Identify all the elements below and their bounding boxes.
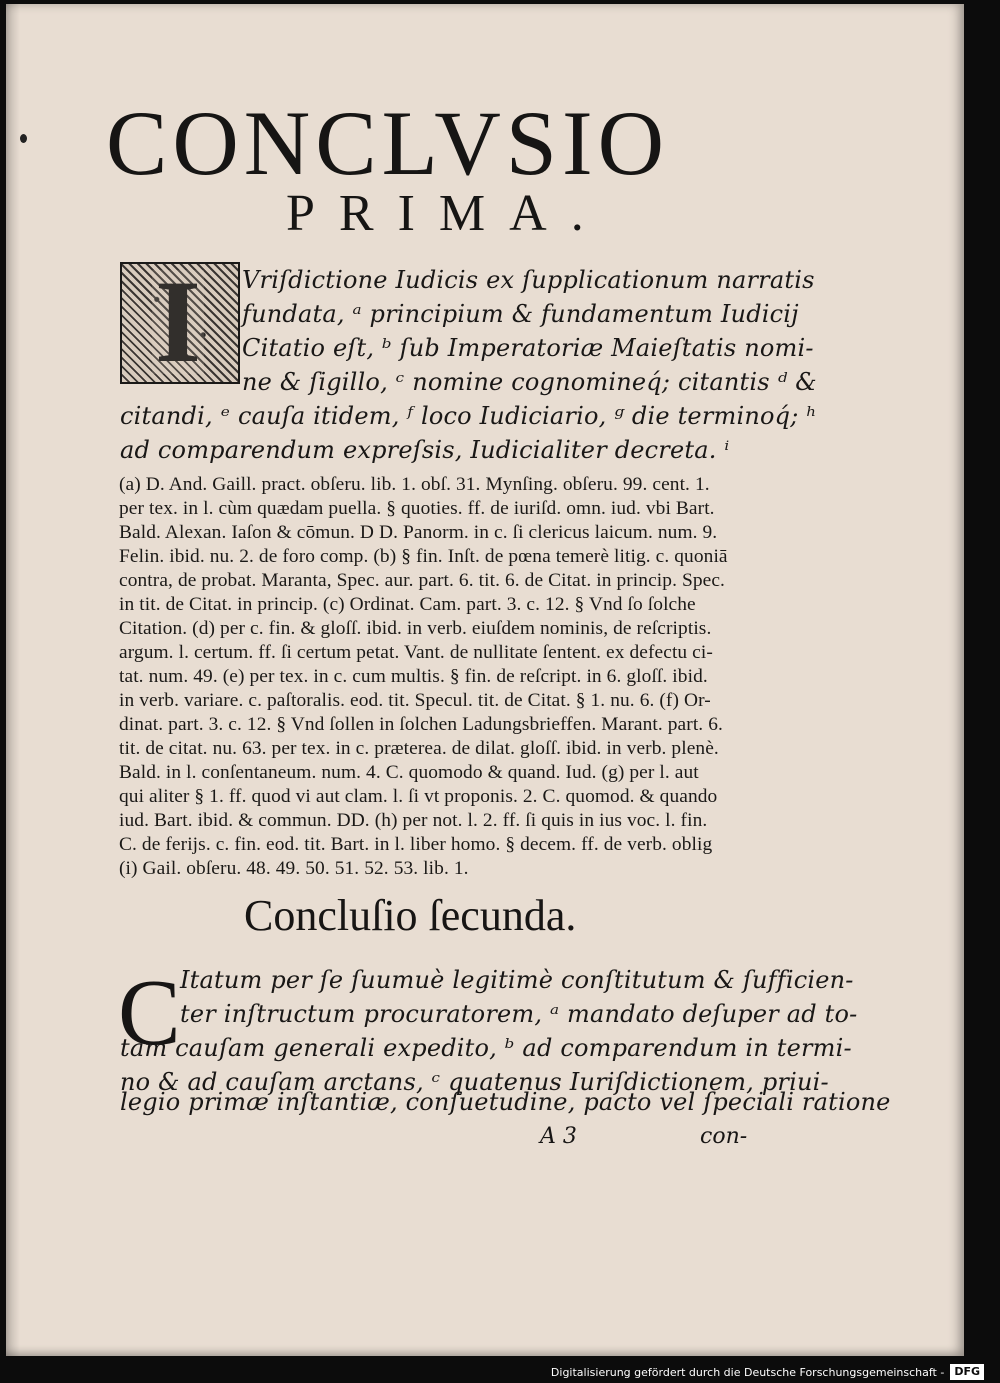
conclusion-1-line: citandi, ᵉ cauſa itidem, ᶠ loco Iudiciario, ᵍ die terminoq́; ʰ <box>120 402 817 430</box>
conclusion-2-line: ter inſtructum procuratorem, ᵃ mandato deſuper ad to- <box>180 1000 858 1028</box>
conclusion-2-line: no & ad cauſam arctans, ᶜ quatenus Iuriſdictionem, priui- <box>120 1068 829 1096</box>
conclusion-2-line: legio primæ inſtantiæ, conſuetudine, pacto vel ſpeciali ratione <box>120 1088 891 1116</box>
footnote-line: argum. l. certum. ff. ſi certum petat. Vant. de nullitate ſentent. ex defectu ci- <box>119 642 713 663</box>
ornamental-initial <box>120 256 240 387</box>
conclusion-1-line: ne & ſigillo, ᶜ nomine cognomineq́; citantis ᵈ & <box>242 368 817 396</box>
footnote-line: qui aliter § 1. ff. quod vi aut clam. l. ſi vt proponis. 2. C. quomod. & quando <box>119 786 718 807</box>
footnote-line: dinat. part. 3. c. 12. § Vnd ſollen in ſolchen Ladungsbrieffen. Marant. part. 6. <box>119 714 723 735</box>
footnote-line: per tex. in l. cùm quædam puella. § quoties. ff. de iuriſd. omn. iud. vbi Bart. <box>119 498 715 519</box>
footer-credit: Digitalisierung gefördert durch die Deutsche Forschungsgemeinschaft - <box>550 1365 945 1379</box>
footnote-line: tat. num. 49. (e) per tex. in c. cum multis. § fin. de reſcript. in 6. gloſſ. ibid. <box>119 666 708 687</box>
footnote-line: (a) D. And. Gaill. pract. obſeru. lib. 1. obſ. 31. Mynſing. obſeru. 99. cent. 1. <box>119 474 710 495</box>
conclusion-2-initial: C <box>118 961 181 1065</box>
conclusion-2-line: tam cauſam generali expedito, ᵇ ad comparendum in termi- <box>120 1034 852 1062</box>
footnote-line: Bald. in l. conſentaneum. num. 4. C. quomodo & quand. Iud. (g) per l. aut <box>119 762 699 783</box>
footer-bar <box>0 1361 1000 1383</box>
ink-spot <box>20 134 27 143</box>
signature-mark: A 3 <box>540 1124 577 1149</box>
conclusion-2-line: Itatum per ſe ſuumuè legitimè conſtitutum & ſufficien- <box>180 966 854 994</box>
conclusion-2-heading: Concluſio ſecunda. <box>244 891 577 940</box>
footnote-line: in verb. variare. c. paſtoralis. eod. tit. Specul. tit. de Citat. § 1. nu. 6. (f) Or- <box>119 690 711 711</box>
title-prima: PRIMA. <box>286 185 608 242</box>
footnote-line: iud. Bart. ibid. & commun. DD. (h) per not. l. 2. ff. ſi quis in ius voc. l. fin. <box>119 810 708 831</box>
footnote-line: C. de ferijs. c. fin. eod. tit. Bart. in l. liber homo. § decem. ff. de verb. oblig <box>119 834 713 855</box>
conclusion-1-line: fundata, ᵃ principium & fundamentum Iudicij <box>242 300 799 328</box>
footnote-line: Bald. Alexan. Iaſon & cōmun. D D. Panorm. in c. ſi clericus laicum. num. 9. <box>119 522 718 543</box>
footnote-line: Citation. (d) per c. fin. & gloſſ. ibid. in verb. eiuſdem nominis, de reſcriptis. <box>119 618 712 639</box>
conclusion-1-line: Citatio eſt, ᵇ ſub Imperatoriæ Maieſtatis nomi- <box>242 334 814 362</box>
conclusion-1-line: ad comparendum expreſsis, Iudicialiter decreta. ⁱ <box>120 436 730 464</box>
conclusion-1-line: Vriſdictione Iudicis ex ſupplicationum narratis <box>242 266 815 294</box>
dfg-logo-icon: DFG <box>950 1364 984 1380</box>
catchword: con- <box>700 1124 748 1149</box>
book-page <box>6 4 964 1356</box>
page-gutter-shadow <box>6 4 20 1356</box>
ornamental-initial-letter: I <box>146 258 210 386</box>
title-conclusio: CONCLVSIO <box>106 92 670 194</box>
footnote-line: in tit. de Citat. in princip. (c) Ordinat. Cam. part. 3. c. 12. § Vnd ſo ſolche <box>119 594 696 615</box>
footnote-line: tit. de citat. nu. 63. per tex. in c. præterea. de dilat. gloſſ. ibid. in verb. plenè. <box>119 738 719 759</box>
footnote-line: Felin. ibid. nu. 2. de foro comp. (b) § fin. Inſt. de pœna temerè litig. c. quoniā <box>119 546 728 567</box>
footnote-line: (i) Gail. obſeru. 48. 49. 50. 51. 52. 53. lib. 1. <box>119 858 469 879</box>
footnote-line: contra, de probat. Maranta, Spec. aur. part. 6. tit. 6. de Citat. in princip. Spec. <box>119 570 726 591</box>
